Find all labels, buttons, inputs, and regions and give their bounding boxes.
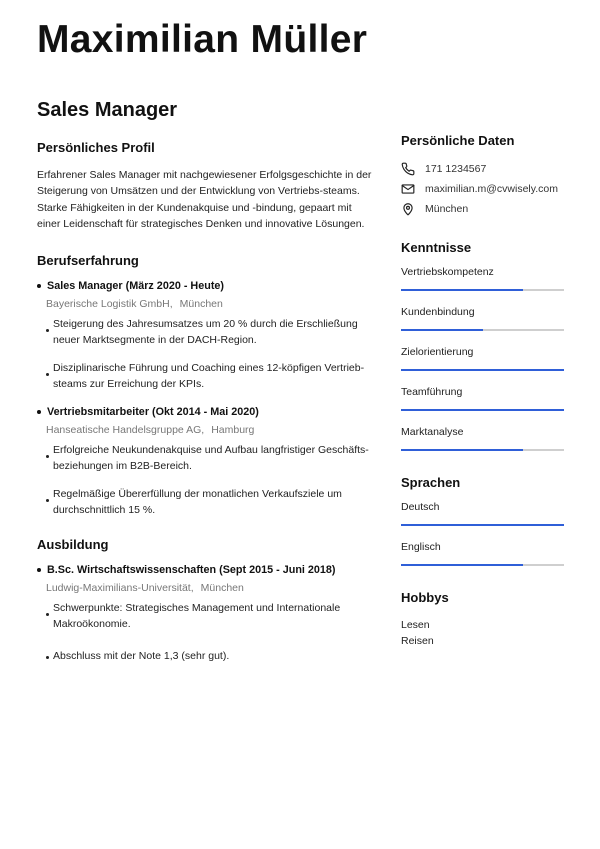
job-task-text: Disziplinarische Führung und Coaching eines 12-köpfigen Vertrieb-steams zur Erreichung der KPIs.	[53, 362, 365, 390]
skill-label: Vertriebskompetenz	[401, 266, 494, 278]
job-task-text: Erfolgreiche Neukundenakquise und Aufbau langfristiger Geschäfts-beziehungen im B2B-Bereich.	[53, 444, 369, 472]
section-title-languages: Sprachen	[401, 475, 461, 490]
profile-section	[37, 140, 377, 232]
skill-label: Zielorientierung	[401, 346, 474, 358]
employer-name: Hanseatische Handelsgruppe AG,	[46, 424, 205, 437]
skills-section	[401, 240, 564, 451]
language-item	[401, 501, 564, 526]
job-task	[37, 443, 375, 474]
job-task-text: Steigerung des Jahresumsatzes um 20 % durch die Erschließung neuer Marktsegmente in der DACH-Region.	[53, 318, 358, 346]
experience-section	[37, 253, 377, 518]
education-task	[37, 649, 375, 665]
skill-bar-track	[401, 289, 564, 291]
hobby-list	[401, 617, 564, 649]
skill-label: Marktanalyse	[401, 426, 464, 438]
skill-item	[401, 386, 564, 411]
education-school	[37, 582, 377, 594]
job-entry	[37, 406, 377, 518]
location-text: München	[425, 203, 469, 215]
skill-bar-fill	[401, 369, 564, 371]
education-task-text: Abschluss mit der Note 1,3 (sehr gut).	[53, 650, 230, 663]
bullet-icon	[46, 499, 49, 502]
education-task	[37, 601, 375, 632]
bullet-icon	[46, 613, 49, 616]
skill-bar-fill	[401, 329, 483, 331]
job-entry	[37, 280, 377, 392]
language-bar-fill	[401, 564, 523, 566]
contact-list	[401, 162, 564, 216]
bullet-icon	[46, 455, 49, 458]
job-title-dates: Vertriebsmitarbeiter (Okt 2014 - Mai 2020)	[47, 406, 259, 419]
section-title-personal: Persönliche Daten	[401, 133, 515, 148]
job-employer	[37, 298, 377, 310]
language-bar-track	[401, 564, 564, 566]
bullet-icon	[46, 656, 49, 659]
skill-item	[401, 346, 564, 371]
email-icon	[401, 182, 415, 196]
language-bar-track	[401, 524, 564, 526]
contact-location	[401, 202, 564, 216]
bullet-icon	[37, 410, 41, 414]
email-address: maximilian.m@cvwisely.com	[425, 183, 558, 195]
job-task	[37, 361, 375, 392]
job-heading	[37, 280, 377, 292]
school-name: Ludwig-Maximilians-Universität,	[46, 582, 194, 595]
bullet-icon	[37, 568, 41, 572]
bullet-icon	[46, 329, 49, 332]
school-city: München	[200, 582, 244, 595]
skill-bar-fill	[401, 409, 564, 411]
education-entry	[37, 564, 377, 665]
education-section	[37, 537, 377, 665]
job-task	[37, 487, 375, 518]
section-title-skills: Kenntnisse	[401, 240, 472, 255]
languages-section	[401, 475, 564, 566]
employer-name: Bayerische Logistik GmbH,	[46, 298, 173, 311]
hobby-item: Reisen	[401, 635, 434, 647]
skill-bar-track	[401, 329, 564, 331]
skill-bar-fill	[401, 289, 523, 291]
applicant-name: Maximilian Müller	[37, 18, 368, 61]
job-heading	[37, 406, 377, 418]
skill-item	[401, 266, 564, 291]
language-item	[401, 541, 564, 566]
language-label: Deutsch	[401, 501, 440, 513]
hobbies-section	[401, 590, 564, 649]
section-title-profile: Persönliches Profil	[37, 140, 155, 155]
job-title-dates: Sales Manager (März 2020 - Heute)	[47, 280, 225, 293]
degree-dates: B.Sc. Wirtschaftswissenschaften (Sept 2015 - Juni 2018)	[47, 564, 336, 577]
language-bar-fill	[401, 524, 564, 526]
contact-phone	[401, 162, 564, 176]
skill-item	[401, 306, 564, 331]
job-title: Sales Manager	[37, 99, 178, 121]
phone-icon	[401, 162, 415, 176]
skill-bar-track	[401, 369, 564, 371]
profile-text: Erfahrener Sales Manager mit nachgewiesener Erfolgsgeschichte in der Steigerung von Umsätzen und der Entwicklung von Vertriebs-steams. Starke Fähigkeiten in der Kundenakquise und -bindung, gepaart mit einer Leidenschaft für strategisches Denken und innovative Lösungen.	[37, 169, 372, 230]
skill-item	[401, 426, 564, 451]
job-task-text: Regelmäßige Übererfüllung der monatlichen Verkaufsziele um durchschnittlich 15 %.	[53, 488, 342, 516]
skill-bar-track	[401, 449, 564, 451]
skill-label: Kundenbindung	[401, 306, 475, 318]
language-label: Englisch	[401, 541, 441, 553]
education-heading	[37, 564, 377, 576]
phone-number: 171 1234567	[425, 163, 487, 175]
personal-data-section	[401, 133, 564, 216]
hobby-item: Lesen	[401, 619, 430, 631]
skill-bar-track	[401, 409, 564, 411]
employer-city: München	[179, 298, 223, 311]
section-title-hobbies: Hobbys	[401, 590, 449, 605]
section-title-experience: Berufserfahrung	[37, 253, 139, 269]
skill-bar-fill	[401, 449, 523, 451]
section-title-education: Ausbildung	[37, 537, 109, 553]
sidebar-column	[401, 133, 564, 649]
education-task-text: Schwerpunkte: Strategisches Management und Internationale Makroökonomie.	[53, 602, 341, 630]
contact-email	[401, 182, 564, 196]
skills-list	[401, 266, 564, 451]
location-icon	[401, 202, 415, 216]
job-employer	[37, 424, 377, 436]
main-column	[37, 140, 377, 665]
employer-city: Hamburg	[211, 424, 255, 437]
skill-label: Teamführung	[401, 386, 463, 398]
job-task	[37, 317, 375, 348]
bullet-icon	[37, 284, 41, 288]
bullet-icon	[46, 373, 49, 376]
